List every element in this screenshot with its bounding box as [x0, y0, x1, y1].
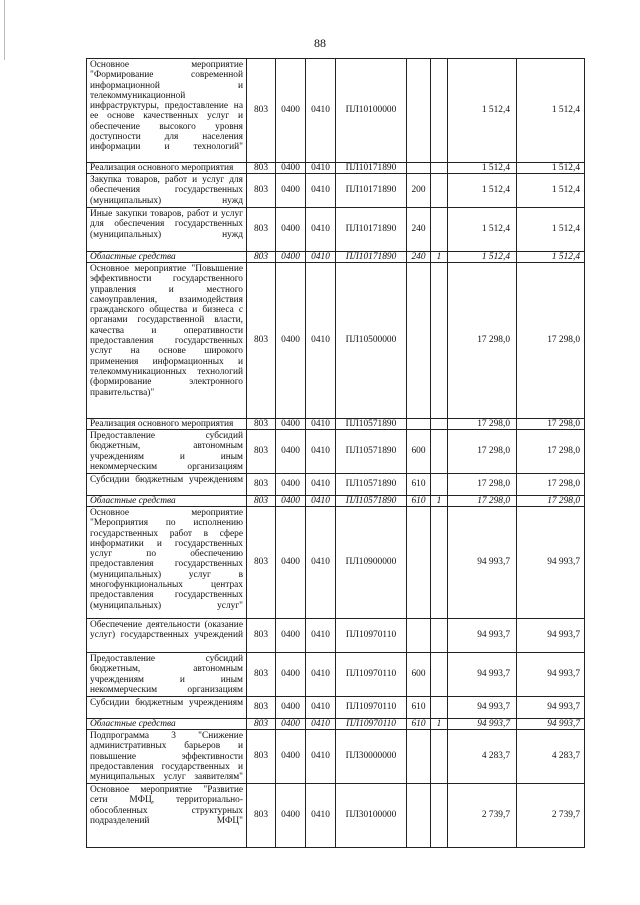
cell-vr: [407, 419, 431, 430]
cell-rz: 0400: [276, 252, 306, 263]
cell-sum-1: 1 512,4: [448, 174, 517, 208]
cell-vr: [407, 507, 431, 619]
cell-sum-1: 4 283,7: [448, 730, 517, 784]
cell-rz: 0400: [276, 430, 306, 474]
cell-sum-2: 17 298,0: [517, 474, 585, 496]
cell-ved: 803: [247, 653, 276, 697]
cell-source: 1: [431, 496, 448, 507]
cell-vr: [407, 784, 431, 848]
cell-sum-2: 1 512,4: [517, 252, 585, 263]
cell-name: Предоставление субсидий бюджетным, автономным учреждениям и иным некоммерческим организациям: [87, 430, 247, 474]
cell-rz: 0400: [276, 730, 306, 784]
cell-source: 1: [431, 252, 448, 263]
cell-rz: 0400: [276, 619, 306, 653]
cell-rz: 0400: [276, 697, 306, 719]
cell-name: Субсидии бюджетным учреждениям: [87, 697, 247, 719]
cell-source: [431, 208, 448, 252]
cell-pr: 0410: [306, 697, 336, 719]
cell-ved: 803: [247, 252, 276, 263]
cell-pr: 0410: [306, 174, 336, 208]
cell-pr: 0410: [306, 719, 336, 730]
cell-sum-2: 94 993,7: [517, 719, 585, 730]
cell-csr: ПЛ10171890: [336, 208, 407, 252]
cell-name: Областные средства: [87, 719, 247, 730]
cell-source: [431, 653, 448, 697]
cell-name: Субсидии бюджетным учреждениям: [87, 474, 247, 496]
cell-csr: ПЛ10571890: [336, 496, 407, 507]
cell-sum-1: 94 993,7: [448, 719, 517, 730]
cell-sum-2: 94 993,7: [517, 697, 585, 719]
cell-vr: 600: [407, 430, 431, 474]
cell-ved: 803: [247, 474, 276, 496]
cell-csr: ПЛ30100000: [336, 784, 407, 848]
cell-name: Основное мероприятие "Формирование современной информационной и телекоммуникационной инфраструктуры, предоставление на ее основе качественных услуг и обеспечение высокого уровня доступности для населения информации и технологий": [87, 59, 247, 163]
cell-pr: 0410: [306, 496, 336, 507]
cell-rz: 0400: [276, 719, 306, 730]
cell-name: Областные средства: [87, 252, 247, 263]
cell-pr: 0410: [306, 474, 336, 496]
table-row: [87, 507, 585, 619]
cell-ved: 803: [247, 59, 276, 163]
cell-sum-2: 1 512,4: [517, 174, 585, 208]
cell-csr: ПЛ10571890: [336, 419, 407, 430]
cell-sum-1: 17 298,0: [448, 263, 517, 419]
table-row: [87, 653, 585, 697]
cell-source: [431, 474, 448, 496]
table-row: [87, 619, 585, 653]
table-row: [87, 430, 585, 474]
cell-rz: 0400: [276, 208, 306, 252]
cell-source: [431, 263, 448, 419]
cell-sum-1: 1 512,4: [448, 59, 517, 163]
cell-vr: 200: [407, 174, 431, 208]
cell-name: Иные закупки товаров, работ и услуг для обеспечения государственных (муниципальных) нужд: [87, 208, 247, 252]
cell-pr: 0410: [306, 252, 336, 263]
cell-name: Закупка товаров, работ и услуг для обеспечения государственных (муниципальных) нужд: [87, 174, 247, 208]
cell-sum-1: 1 512,4: [448, 208, 517, 252]
cell-sum-1: 17 298,0: [448, 430, 517, 474]
cell-source: [431, 419, 448, 430]
table-row: [87, 163, 585, 174]
cell-name: Основное мероприятие "Мероприятия по исполнению государственных работ в сфере информатики и государственных услуг по обеспечению предоставления государственных (муниципальных) услуг в многофункциональных центрах предоставления государственных (муниципальных) услуг": [87, 507, 247, 619]
table-row: [87, 174, 585, 208]
cell-sum-2: 1 512,4: [517, 59, 585, 163]
cell-sum-2: 94 993,7: [517, 507, 585, 619]
cell-name: Основное мероприятие "Повышение эффективности государственного управления и местного самоуправления, взаимодействия гражданского общества и бизнеса с органами государственной власти, качества и оперативности предоставления государственных услуг на основе широкого применения информационных и телекоммуникационных технологий (формирование электронного правительства)": [87, 263, 247, 419]
cell-vr: [407, 263, 431, 419]
cell-rz: 0400: [276, 507, 306, 619]
cell-sum-1: 17 298,0: [448, 496, 517, 507]
cell-sum-2: 17 298,0: [517, 496, 585, 507]
table-row: [87, 719, 585, 730]
cell-vr: [407, 163, 431, 174]
cell-sum-1: 17 298,0: [448, 474, 517, 496]
cell-ved: 803: [247, 619, 276, 653]
cell-csr: ПЛ30000000: [336, 730, 407, 784]
cell-sum-2: 17 298,0: [517, 430, 585, 474]
cell-pr: 0410: [306, 208, 336, 252]
cell-sum-1: 94 993,7: [448, 697, 517, 719]
scan-edge-mark: [4, 0, 5, 60]
cell-csr: ПЛ10171890: [336, 252, 407, 263]
cell-rz: 0400: [276, 163, 306, 174]
cell-sum-2: 2 739,7: [517, 784, 585, 848]
cell-source: 1: [431, 719, 448, 730]
cell-source: [431, 59, 448, 163]
cell-pr: 0410: [306, 163, 336, 174]
cell-source: [431, 430, 448, 474]
table-row: [87, 419, 585, 430]
table-row: [87, 697, 585, 719]
cell-csr: ПЛ10171890: [336, 174, 407, 208]
cell-csr: ПЛ10171890: [336, 163, 407, 174]
cell-ved: 803: [247, 208, 276, 252]
cell-vr: 610: [407, 474, 431, 496]
cell-ved: 803: [247, 697, 276, 719]
cell-ved: 803: [247, 419, 276, 430]
cell-sum-1: 1 512,4: [448, 163, 517, 174]
cell-sum-2: 1 512,4: [517, 163, 585, 174]
cell-sum-2: 17 298,0: [517, 419, 585, 430]
cell-sum-1: 1 512,4: [448, 252, 517, 263]
cell-source: [431, 174, 448, 208]
cell-name: Подпрограмма 3 "Снижение административных барьеров и повышение эффективности предоставления государственных и муниципальных услуг заявителям": [87, 730, 247, 784]
cell-pr: 0410: [306, 619, 336, 653]
table-row: [87, 263, 585, 419]
cell-source: [431, 507, 448, 619]
cell-ved: 803: [247, 784, 276, 848]
cell-vr: [407, 59, 431, 163]
table-row: [87, 496, 585, 507]
cell-vr: 600: [407, 653, 431, 697]
cell-name: Областные средства: [87, 496, 247, 507]
cell-source: [431, 163, 448, 174]
cell-csr: ПЛ10571890: [336, 430, 407, 474]
table-row: [87, 59, 585, 163]
cell-ved: 803: [247, 507, 276, 619]
table-row: [87, 474, 585, 496]
cell-csr: ПЛ10100000: [336, 59, 407, 163]
cell-csr: ПЛ10970110: [336, 697, 407, 719]
cell-source: [431, 730, 448, 784]
cell-pr: 0410: [306, 507, 336, 619]
cell-sum-2: 17 298,0: [517, 263, 585, 419]
cell-csr: ПЛ10970110: [336, 653, 407, 697]
cell-vr: 610: [407, 697, 431, 719]
budget-table: [86, 58, 585, 848]
cell-name: Предоставление субсидий бюджетным, автономным учреждениям и иным некоммерческим организациям: [87, 653, 247, 697]
cell-name: Обеспечение деятельности (оказание услуг) государственных учреждений: [87, 619, 247, 653]
cell-source: [431, 619, 448, 653]
cell-source: [431, 784, 448, 848]
cell-pr: 0410: [306, 653, 336, 697]
cell-rz: 0400: [276, 784, 306, 848]
cell-sum-1: 17 298,0: [448, 419, 517, 430]
cell-name: Реализация основного мероприятия: [87, 163, 247, 174]
cell-name: Реализация основного мероприятия: [87, 419, 247, 430]
table-row: [87, 730, 585, 784]
cell-pr: 0410: [306, 430, 336, 474]
cell-sum-2: 94 993,7: [517, 653, 585, 697]
cell-rz: 0400: [276, 174, 306, 208]
cell-csr: ПЛ10500000: [336, 263, 407, 419]
cell-sum-1: 2 739,7: [448, 784, 517, 848]
cell-vr: 240: [407, 208, 431, 252]
table-row: [87, 208, 585, 252]
cell-rz: 0400: [276, 653, 306, 697]
cell-rz: 0400: [276, 59, 306, 163]
cell-pr: 0410: [306, 784, 336, 848]
cell-vr: 610: [407, 496, 431, 507]
table-row: [87, 784, 585, 848]
cell-ved: 803: [247, 430, 276, 474]
cell-pr: 0410: [306, 730, 336, 784]
cell-source: [431, 697, 448, 719]
cell-pr: 0410: [306, 59, 336, 163]
cell-vr: 610: [407, 719, 431, 730]
cell-pr: 0410: [306, 419, 336, 430]
cell-vr: 240: [407, 252, 431, 263]
cell-vr: [407, 730, 431, 784]
cell-ved: 803: [247, 163, 276, 174]
cell-csr: ПЛ10970110: [336, 719, 407, 730]
cell-rz: 0400: [276, 474, 306, 496]
cell-sum-1: 94 993,7: [448, 619, 517, 653]
cell-name: Основное мероприятие "Развитие сети МФЦ, территориально-обособленных структурных подразделений МФЦ": [87, 784, 247, 848]
table-row: [87, 252, 585, 263]
page-number: 88: [314, 36, 326, 50]
cell-rz: 0400: [276, 419, 306, 430]
cell-csr: ПЛ10970110: [336, 619, 407, 653]
cell-sum-2: 94 993,7: [517, 619, 585, 653]
cell-sum-1: 94 993,7: [448, 507, 517, 619]
cell-ved: 803: [247, 719, 276, 730]
cell-rz: 0400: [276, 263, 306, 419]
cell-sum-2: 1 512,4: [517, 208, 585, 252]
cell-pr: 0410: [306, 263, 336, 419]
cell-ved: 803: [247, 730, 276, 784]
cell-ved: 803: [247, 174, 276, 208]
cell-vr: [407, 619, 431, 653]
cell-ved: 803: [247, 263, 276, 419]
cell-ved: 803: [247, 496, 276, 507]
cell-sum-2: 4 283,7: [517, 730, 585, 784]
cell-sum-1: 94 993,7: [448, 653, 517, 697]
cell-rz: 0400: [276, 496, 306, 507]
cell-csr: ПЛ10900000: [336, 507, 407, 619]
cell-csr: ПЛ10571890: [336, 474, 407, 496]
